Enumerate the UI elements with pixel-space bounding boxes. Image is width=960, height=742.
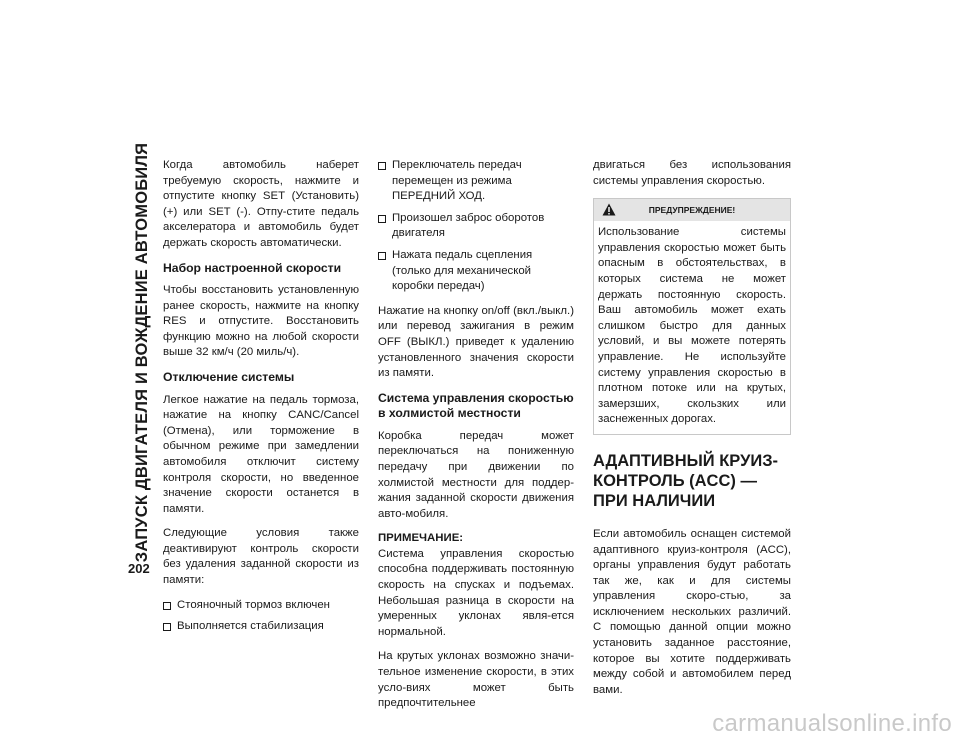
warning-box (593, 198, 791, 435)
list-item (378, 158, 574, 205)
section-title-vertical: ЗАПУСК ДВИГАТЕЛЯ И ВОЖДЕНИЕ АВТОМОБИЛЯ (133, 142, 152, 562)
list-item-text: Стояночный тормоз включен (177, 598, 330, 611)
checkbox-bullet-icon (163, 602, 171, 610)
list-item (378, 248, 574, 295)
warning-title: ПРЕДУПРЕЖДЕНИЕ! (648, 205, 736, 216)
list-item-text: Произошел заброс оборотов двигателя (392, 211, 545, 240)
paragraph: На крутых уклонах возможно значи-тельное изменение скорости, в этих усло-виях может быть предпочтительнее (378, 650, 574, 710)
subheading-hill-speed-control: Система управления скоростью в холмистой местности (378, 390, 574, 421)
subheading-set-speed: Набор настроенной скорости (163, 260, 342, 275)
checkbox-bullet-icon (378, 252, 386, 260)
watermark: carmanualsonline.info (712, 710, 952, 737)
checkbox-bullet-icon (378, 215, 386, 223)
column-2 (378, 158, 574, 721)
paragraph: Если автомобиль оснащен системой адаптивного круиз-контроля (ACC), органы управления будут работать так же, как и для системы управления скоро-стью, за исключением нескольких различий. С помощью данной опции можно установить заданное расстояние, которое вы хотите поддерживать между собой и автомобилем перед вами. (593, 527, 791, 696)
list-item (163, 598, 359, 614)
list-item-text: Нажата педаль сцепления (только для механической коробки передач) (392, 248, 533, 293)
column-3 (593, 158, 791, 707)
warning-header (594, 199, 790, 221)
paragraph: двигаться без использования системы управления скоростью. (593, 159, 791, 187)
subheading-disable-system: Отключение системы (163, 370, 295, 385)
section-side-tab (128, 142, 158, 562)
paragraph: Чтобы восстановить установленную ранее скорость, нажмите на кнопку RES и отпустите. Восстановить функцию можно на любой скорости выше 32 км/ч (20 миль/ч). (163, 284, 359, 359)
list-item-text: Переключатель передач перемещен из режима ПЕРЕДНИЙ ХОД. (392, 159, 522, 203)
list-item-text: Выполняется стабилизация (177, 620, 324, 633)
column-1 (163, 158, 359, 641)
list-item (163, 619, 359, 635)
checkbox-bullet-icon (163, 623, 171, 631)
paragraph: Нажатие на кнопку on/off (вкл./выкл.) или перевод зажигания в режим OFF (ВЫКЛ.) приведет к удалению установленного значения скорости из памяти. (378, 304, 574, 380)
warning-triangle-icon (602, 203, 616, 216)
paragraph: Следующие условия также деактивируют контроль скорости без удаления заданной скорости из памяти: (163, 527, 359, 587)
warning-text: Использование системы управления скоростью может быть опасным в обстоятельствах, в которых система не может держать постоянную скорость. Ваш автомобиль может ехать слишком быстро для данных условий, и вы можете потерять управление. Не используйте систему управления скоростью в плотном потоке или на крутых, замерзших, скользких или заснеженных дорогах. (598, 226, 786, 426)
page-number: 202 (128, 561, 150, 576)
list-item (378, 211, 574, 242)
section-heading-acc: АДАПТИВНЫЙ КРУИЗ-КОНТРОЛЬ (ACC) — ПРИ НАЛИЧИИ (593, 451, 779, 510)
note-text: Система управления скоростью способна поддерживать постоянную скорость на спусках и подъемах. Небольшая разница в скорости на умеренных уклонах явля-ется нормальной. (378, 547, 574, 638)
note (378, 531, 574, 640)
note-title: ПРИМЕЧАНИЕ: (378, 532, 464, 545)
checkbox-bullet-icon (378, 162, 386, 170)
paragraph: Легкое нажатие на педаль тормоза, нажатие на кнопку CANC/Cancel (Отмена), или торможение в обычном режиме при замедлении автомобиля отключит систему контроля скорости, но введенное значение скорости останется в памяти. (163, 393, 359, 515)
paragraph: Коробка передач может переключаться на пониженную передачу при движении по холмистой местности для поддер-жания заданной скорости движения авто-мобиля. (378, 429, 574, 520)
paragraph: Когда автомобиль наберет требуемую скорость, нажмите и отпустите кнопку SET (Установить) (+) или SET (-). Отпу-стите педаль акселератора и автомобиль будет держать скорость автоматически. (163, 159, 359, 249)
